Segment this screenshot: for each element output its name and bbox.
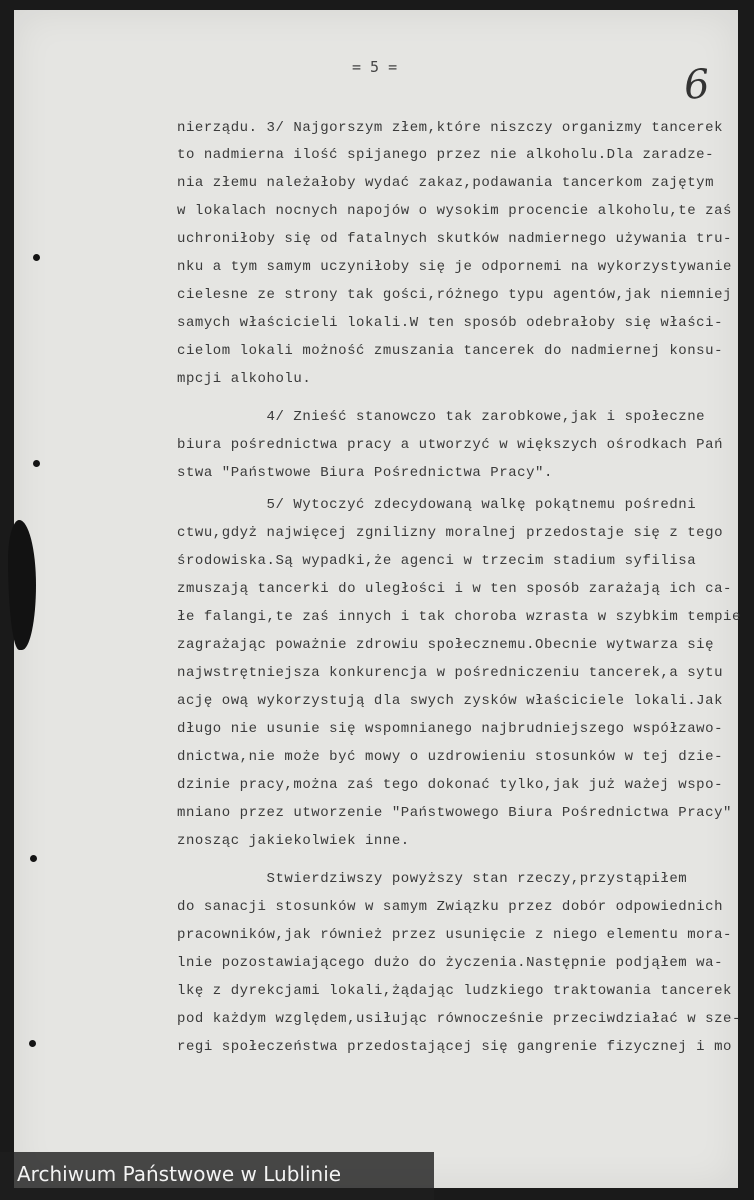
- text-line: w lokalach nocnych napojów o wysokim procencie alkoholu,te zaś: [177, 203, 732, 219]
- text-line: zagrażając poważnie zdrowiu społecznemu.Obecnie wytwarza się: [177, 637, 715, 653]
- text-line: 4/ Znieść stanowczo tak zarobkowe,jak i społeczne: [177, 409, 706, 425]
- page-number: = 5 =: [352, 58, 398, 76]
- text-line: biura pośrednictwa pracy a utworzyć w większych ośrodkach Pań: [177, 437, 724, 453]
- text-line: do sanacji stosunków w samym Związku przez dobór odpowiednich: [177, 899, 724, 915]
- text-line: uchroniłoby się od fatalnych skutków nadmiernego używania tru-: [177, 231, 732, 247]
- text-line: Stwierdziwszy powyższy stan rzeczy,przystąpiłem: [177, 871, 688, 887]
- text-line: dzinie pracy,można zaś tego dokonać tylko,jak już ważej wspo-: [177, 777, 724, 793]
- text-line: nku a tym samym uczyniłoby się je odpornemi na wykorzystywanie: [177, 259, 732, 275]
- text-line: ację ową wykorzystują dla swych zysków właściciele lokali.Jak: [177, 693, 724, 709]
- archive-watermark-text: Archiwum Państwowe w Lublinie: [17, 1162, 342, 1186]
- text-line: to nadmierna ilość spijanego przez nie alkoholu.Dla zaradze-: [177, 147, 715, 163]
- text-line: znosząc jakiekolwiek inne.: [177, 833, 410, 849]
- text-line: łe falangi,te zaś innych i tak choroba wzrasta w szybkim tempie: [177, 609, 741, 625]
- punch-hole: [33, 460, 40, 467]
- punch-hole: [29, 1040, 36, 1047]
- text-line: lnie pozostawiającego dużo do życzenia.Następnie podjąłem wa-: [177, 955, 724, 971]
- text-line: 5/ Wytoczyć zdecydowaną walkę pokątnemu pośredni: [177, 497, 697, 513]
- text-line: dnictwa,nie może być mowy o uzdrowieniu stosunków w tej dzie-: [177, 749, 724, 765]
- text-line: mpcji alkoholu.: [177, 371, 312, 387]
- text-line: długo nie usunie się wspomnianego najbrudniejszego współzawo-: [177, 721, 724, 737]
- text-line: ctwu,gdyż najwięcej zgnilizny moralnej przedostaje się z tego: [177, 525, 724, 541]
- text-line: cielom lokali możność zmuszania tancerek do nadmiernej konsu-: [177, 343, 724, 359]
- text-line: najwstrętniejsza konkurencja w pośredniczeniu tancerek,a sytu: [177, 665, 724, 681]
- text-line: stwa "Państwowe Biura Pośrednictwa Pracy".: [177, 465, 553, 481]
- punch-hole: [30, 855, 37, 862]
- text-line: nia złemu należałoby wydać zakaz,podawania tancerkom zajętym: [177, 175, 715, 191]
- text-line: samych właścicieli lokali.W ten sposób odebrałoby się właści-: [177, 315, 724, 331]
- text-line: mniano przez utworzenie "Państwowego Biura Pośrednictwa Pracy": [177, 805, 732, 821]
- text-line: lkę z dyrekcjami lokali,żądając ludzkiego traktowania tancerek: [177, 983, 732, 999]
- text-line: zmuszają tancerki do uległości i w ten sposób zarażają ich ca-: [177, 581, 732, 597]
- text-line: cielesne ze strony tak gości,różnego typu agentów,jak niemniej: [177, 287, 732, 303]
- text-line: środowiska.Są wypadki,że agenci w trzecim stadium syfilisa: [177, 553, 697, 569]
- text-line: pod każdym względem,usiłując równocześnie przeciwdziałać w sze-: [177, 1011, 741, 1027]
- punch-hole: [33, 254, 40, 261]
- text-line: regi społeczeństwa przedostającej się gangrenie fizycznej i mo: [177, 1039, 732, 1055]
- handwritten-folio-number: 6: [682, 61, 712, 109]
- text-line: nierządu. 3/ Najgorszym złem,które niszczy organizmy tancerek: [177, 120, 724, 136]
- text-line: pracowników,jak również przez usunięcie z niego elementu mora-: [177, 927, 732, 943]
